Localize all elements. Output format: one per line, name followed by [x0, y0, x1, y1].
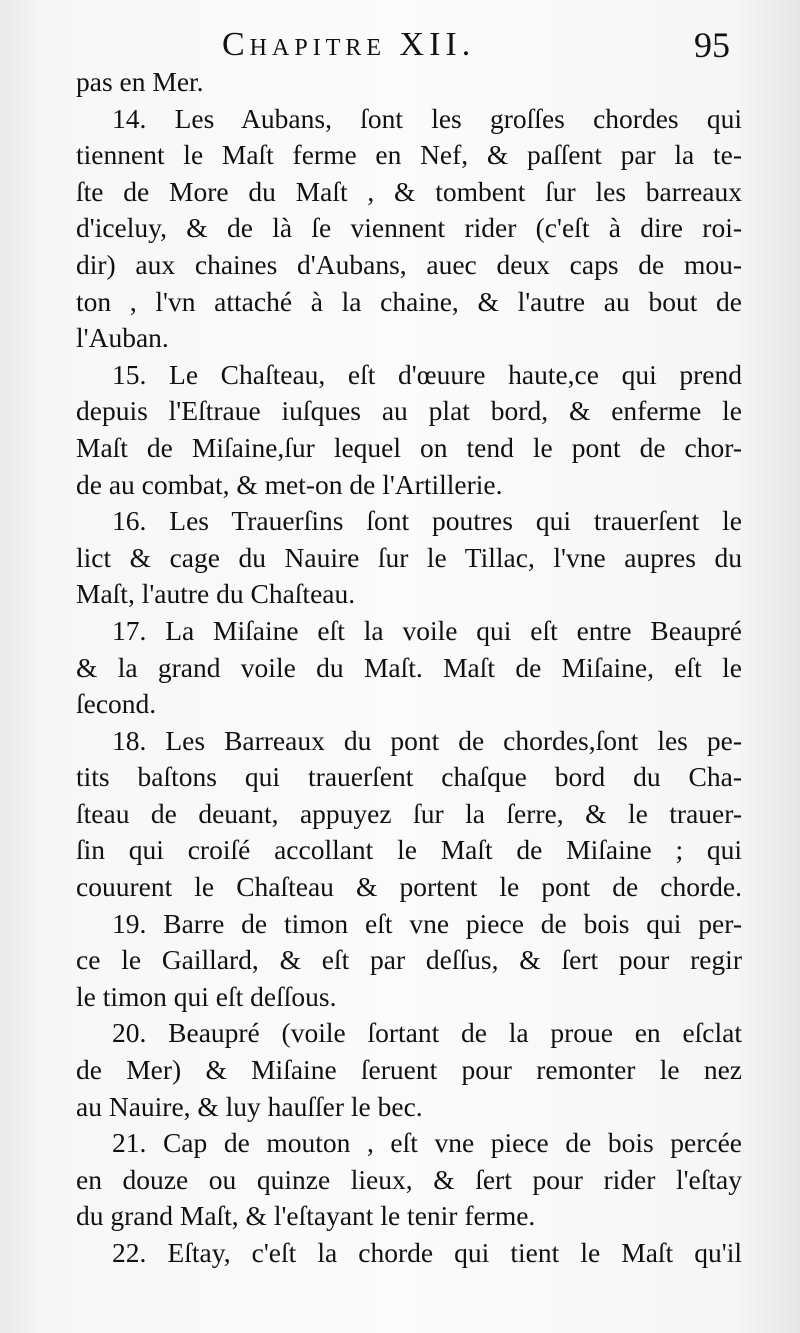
text-line: 15. Le Chaſteau, eſt d'œuure haute,ce qui prend — [112, 358, 742, 390]
running-title: Chapitre XII. — [222, 26, 476, 63]
text-line: dir) aux chaines d'Aubans, auec deux caps de mou- — [76, 248, 742, 280]
text-line: Maſt de Miſaine,ſur lequel on tend le pont de chor- — [76, 431, 742, 463]
text-line: depuis l'Eſtraue iuſques au plat bord, & enferme le — [76, 395, 742, 427]
text-line: ton , l'vn attaché à la chaine, & l'autre au bout de — [76, 285, 742, 317]
page-header — [0, 18, 800, 68]
text-line: tits baſtons qui trauerſent chaſque bord du Cha- — [76, 761, 742, 793]
text-line: l'Auban. — [76, 322, 169, 354]
text-line: ſteau de deuant, appuyez ſur la ſerre, & le trauer- — [76, 797, 742, 829]
text-line: 16. Les Trauerſins ſont poutres qui trauerſent le — [112, 505, 742, 537]
text-line: Maſt, l'autre du Chaſteau. — [76, 578, 356, 610]
text-line: 21. Cap de mouton , eſt vne piece de bois percée — [112, 1127, 742, 1159]
text-line: 17. La Miſaine eſt la voile qui eſt entre Beaupré — [112, 614, 742, 646]
text-line: de Mer) & Miſaine ſeruent pour remonter le nez — [76, 1054, 742, 1086]
text-line: le timon qui eſt deſſous. — [76, 980, 337, 1012]
text-line: 18. Les Barreaux du pont de chordes,ſont les pe- — [112, 724, 742, 756]
text-line: en douze ou quinze lieux, & ſert pour rider l'eſtay — [76, 1163, 742, 1195]
text-line: ſecond. — [76, 688, 157, 720]
text-line: lict & cage du Nauire ſur le Tillac, l'vne aupres du — [76, 541, 742, 573]
text-line: de au combat, & met-on de l'Artillerie. — [76, 468, 503, 500]
text-line: au Nauire, & luy hauſſer le bec. — [76, 1090, 423, 1122]
body-text — [76, 64, 742, 1272]
page-number: 95 — [694, 25, 730, 65]
text-line: couurent le Chaſteau & portent le pont de chorde. — [76, 871, 742, 903]
text-line: tiennent le Maſt ferme en Nef, & paſſent par la te- — [76, 139, 742, 171]
text-line: & la grand voile du Maſt. Maſt de Miſaine, eſt le — [76, 651, 742, 683]
text-line: pas en Mer. — [76, 66, 204, 97]
text-line: 22. Eſtay, c'eſt la chorde qui tient le Maſt qu'il — [112, 1237, 742, 1268]
text-line: du grand Maſt, & l'eſtayant le tenir ferme. — [76, 1200, 536, 1232]
text-line: 14. Les Aubans, ſont les groſſes chordes qui — [112, 102, 742, 134]
text-line: ce le Gaillard, & eſt par deſſus, & ſert pour regir — [76, 944, 742, 976]
text-line: ſin qui croiſé accollant le Maſt de Miſaine ; qui — [76, 834, 742, 866]
text-line: d'iceluy, & de là ſe viennent rider (c'eſt à dire roi- — [76, 212, 742, 244]
text-line: 20. Beaupré (voile ſortant de la proue en eſclat — [112, 1017, 742, 1049]
text-line: 19. Barre de timon eſt vne piece de bois qui per- — [112, 907, 742, 939]
text-line: ſte de More du Maſt , & tombent ſur les barreaux — [76, 175, 742, 207]
